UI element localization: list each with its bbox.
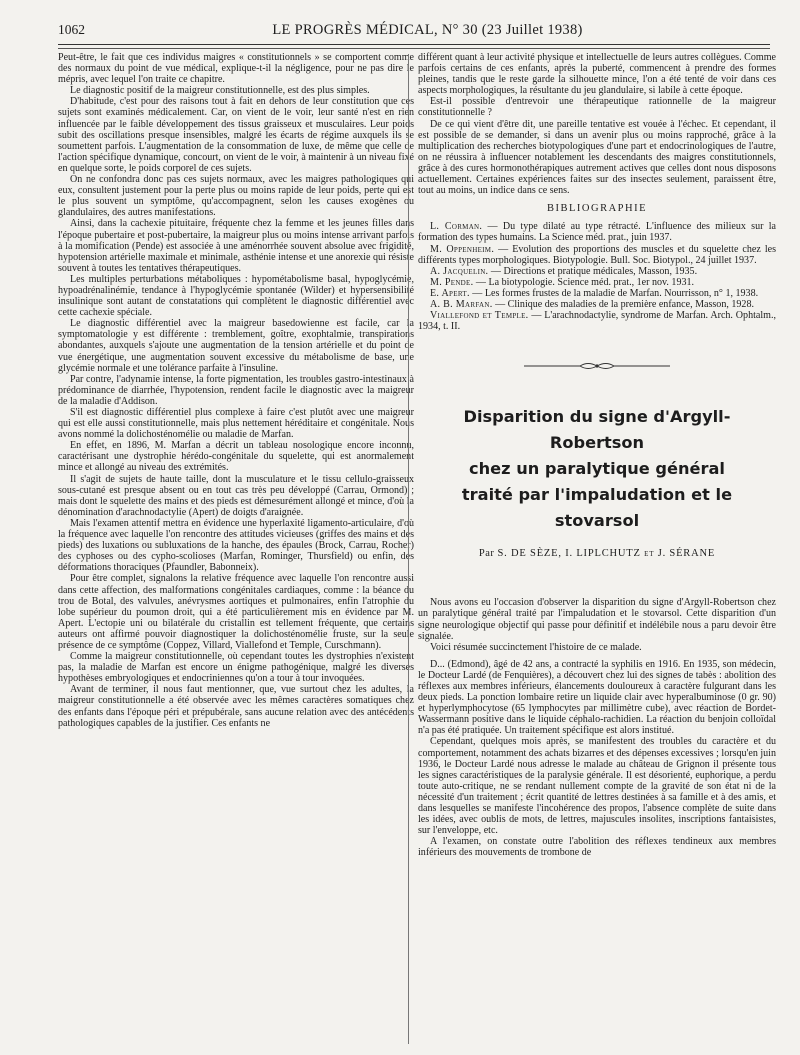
- paragraph: S'il est diagnostic différentiel plus complexe à faire c'est plutôt avec une maigreur qui est elle aussi constitutionnelle, mais plus nettement héréditaire et congénitale. Nous avons nommé la dolichosténomélie ou maladie de Marfan.: [58, 407, 414, 441]
- bibliography-heading: BIBLIOGRAPHIE: [547, 203, 647, 215]
- bib-text: — Clinique des maladies de la première enfance, Masson, 1928.: [492, 298, 754, 310]
- left-column: [58, 52, 414, 729]
- paragraph: Cependant, quelques mois après, se manifestent des troubles du caractère et du comportement, notamment des achats bizarres et des dépenses excessives ; lorsqu'en juin 1936, le Docteur Lardé nous adresse le malade au château de Grignon il présente tous les signes caractéristiques de la paralysie générale. Il est désorienté, euphorique, a perdu toute auto-critique, ne se rendant nullement compte de la gravité de son état ni de la nécessité d'un traitement ; écrit quantité de lettres destinées à sa famille et à des amis, et dans lesquelles se manifeste l'incohérence des propos, l'absence complète de suite dans les idées, avec oublis de mots, de lettres, majuscules insolites, inscriptions fantaisistes, sur l'enveloppe, etc.: [418, 736, 776, 837]
- bib-author: M. Pende.: [430, 276, 474, 288]
- paragraph: En effet, en 1896, M. Marfan a décrit un tableau nosologique encore inconnu, caractérisant une dystrophie hérédo-congénitale du squelette, qui est anormalement mince et allongé au niveau des extrémités.: [58, 440, 414, 474]
- page-number: 1062: [58, 22, 85, 37]
- paragraph: Ainsi, dans la cachexie pituitaire, fréquente chez la femme et les jeunes filles dans l'époque pubertaire et post-pubertaire, la maigreur plus ou moins intense arrivant parfois à la momification (Pende) est associée à une aménorrhée souvent absolue avec frigidité, hypotension artérielle maximale et minimale, asthénie intense et une anorexie qui résiste souvent à toutes les tentatives thérapeutiques.: [58, 218, 414, 274]
- paragraph: Le diagnostic positif de la maigreur constitutionnelle, est des plus simples.: [70, 85, 370, 97]
- paragraph: Avant de terminer, il nous faut mentionner, que, vue surtout chez les adultes, la maigreur constitutionnelle a été observée avec les mêmes caractères somatiques chez des enfants dans l'époque péri et prépubérale, sans aucune relation avec des antécédents pathologiques capables de la justifier. Ces enfants ne: [58, 684, 414, 729]
- article-title-line: traité par l'impaludation et le stovarsol: [461, 485, 733, 531]
- paragraph: D'habitude, c'est pour des raisons tout à fait en dehors de leur constitution que ces sujets sont examinés médicalement. Car, on vient de le voir, leur santé n'est en rien influencée par le faible développement des tissus graisseux et musculaires. Leur poids subit des oscillations presque insensibles, malgré les écarts de régime auxquels ils se soumettent parfois. L'augmentation de la consommation de luxe, de même que celle de l'action spécifique dynamique, concourt, on vient de le voir, à maintenir à un niveau fixé en quelque sorte, le poids corporel de ces sujets.: [58, 96, 414, 174]
- bib-text: — Du type dilaté au type rétracté. L'influence des milieux sur la formation des types humains. La Science méd. prat., juin 1937.: [418, 221, 776, 244]
- bib-author: M. Oppenheim.: [430, 243, 495, 255]
- paragraph: De ce qui vient d'être dit, une pareille tentative est vouée à l'échec. Et cependant, il est possible de se demander, si dans un avenir plus ou moins rapproché, grâce à la multiplication des recherches biotypologiques d'une part et endocrinologiques de l'autre, on ne réussira à influencer notablement les descendants des maigres constitutionnels, grâce à des cures hormonothérapiques autrement actives que celles dont nous disposons actuellement. Certaines expériences faites sur des insectes seulement, paraissent être, tout au moins, un indice dans ce sens.: [418, 118, 776, 197]
- paragraph: D... (Edmond), âgé de 42 ans, a contracté la syphilis en 1916. En 1935, son médecin, le Docteur Lardé (de Fenquières), a découvert chez lui des signes de tabès : abolition des réflexes aux membres inférieurs, élancements douloureux à caractère fulgurant dans les deux pieds. La ponction lombaire retire un liquide clair avec hyperalbuminose (0 gr. 90) et hyperlymphocytose (65 lymphocytes par millimètre cube), avec réaction de Bordet-Wassermann positive dans le liquide céphalo-rachidien. La réaction du benjoin colloïdal n'a pas été pratiquée. Un traitement spécifique est alors institué.: [418, 658, 776, 737]
- bib-author: A. B. Marfan.: [430, 298, 493, 310]
- journal-title: LE PROGRÈS MÉDICAL, N° 30 (23 Juillet 1938): [272, 22, 583, 38]
- article-title-line: Disparition du signe d'Argyll-Robertson: [463, 407, 731, 453]
- paragraph: Comme la maigreur constitutionnelle, où cependant toutes les dystrophies n'existent pas, la maladie de Marfan est encore un énigme pathogénique, malgré les diverses hypothèses embryologiques et endocriniennes qu'on a tour à tour invoquées.: [58, 651, 414, 685]
- bibliography-entry: [418, 266, 776, 277]
- bibliography-entry: [418, 221, 776, 243]
- paragraph: Est-il possible d'entrevoir une thérapeutique rationnelle de la maigreur constitutionnelle ?: [418, 96, 776, 119]
- column-divider: [408, 54, 409, 1044]
- right-column: [418, 52, 776, 859]
- bib-author: A. Jacquelin.: [430, 265, 489, 277]
- header-rule-thin: [58, 48, 770, 49]
- bib-text: — Les formes frustes de la maladie de Marfan. Nourrisson, n° 1, 1938.: [469, 287, 759, 299]
- paragraph: différent quant à leur activité physique et intellectuelle de leurs autres collègues. Comme parfois certains de ces enfants, après la puberté, commencent à prendre des formes pleines, tandis que le reste garde la silhouette mince, l'on a été tenté de voir dans ces aspects morphologiques, la résultante du jeu glandulaire, si labile à cette époque.: [418, 52, 776, 97]
- header-rule-thick: [58, 44, 770, 45]
- bibliography-entry: [418, 244, 776, 266]
- bib-text: — L'arachnodactylie, syndrome de Marfan. Arch. Ophtalm., 1934, t. II.: [418, 310, 776, 333]
- paragraph: Nous avons eu l'occasion d'observer la disparition du signe d'Argyll-Robertson chez un paralytique général traité par l'impaludation et le stovarsol. Cette disparition d'un signe neurologique objectif qui passe pour définitif et indélébile nous a paru devoir être signalée.: [418, 597, 776, 642]
- bib-text: — La biotypologie. Science méd. prat., 1er nov. 1931.: [473, 276, 695, 288]
- bib-author: E. Apert.: [430, 287, 470, 299]
- bib-text: — Evolution des proportions des muscles et du squelette chez les différents types morphologiques. Biotypologie. Bull. Soc. Biotypol., 24 juillet 1937.: [418, 243, 776, 266]
- running-header: [58, 22, 770, 42]
- paragraph: Les multiples perturbations métaboliques : hypométabolisme basal, hypoglycémie, hypoadrénalinémie, tendance à l'hypoglycémie spontanée (Wilder) et hypersensibilité insulinique sont autant de constatations qui complètent le diagnostic différentiel avec cette cachexie spéciale.: [58, 273, 414, 319]
- paragraph: Il s'agit de sujets de haute taille, dont la musculature et le tissu cellulo-graisseux sous-cutané est presque absent ou en tout cas très peu développé (Carrau, Ormond) ; mais dont le squelette des mains et des pieds est démesurément allongé et mince, d'où la dénomination d'arachnodactylie (Apert) de doigts d'araignée.: [58, 473, 414, 518]
- bibliography-entry: [418, 310, 776, 332]
- bibliography-entry: [418, 277, 776, 288]
- authors-prefix: Par: [478, 548, 495, 560]
- article-title-line: chez un paralytique général: [469, 459, 725, 479]
- paragraph: Peut-être, le fait que ces individus maigres « constitutionnels » se comportent comme des normaux du point de vue médical, explique-t-il la négligence, pour ne pas dire le mépris, avec lequel l'on traite ce chapitre.: [58, 52, 414, 86]
- paragraph: Le diagnostic différentiel avec la maigreur basedowienne est facile, car la symptomatologie y est différente : tremblement, goître, exophtalmie, transpirations abondantes, auxquels s'ajoute une augmentation de la tension artérielle et du point de vue énergétique, une augmentation souvent excessive du métabolisme de base, une glycémie normale et une tolérance parfaite à l'insuline.: [58, 318, 414, 374]
- article-authors: [418, 548, 776, 559]
- bibliography-entry: [418, 288, 776, 299]
- paragraph: Mais l'examen attentif mettra en évidence une hyperlaxité ligamento-articulaire, d'où la fréquence avec laquelle l'on rencontre des attitudes vicieuses (griffes des mains et des pieds) des luxations ou subluxations de la hanche, des épaules (Brock, Carrau, Rocher) des cyphoses ou des cypho-scolioses (Marfan, Rominger, Thursfield) ou enfin, des déformations thoraciques (Pfaundler, Babonneix).: [58, 517, 414, 574]
- bib-text: — Directions et pratique médicales, Masson, 1935.: [488, 265, 698, 277]
- paragraph: A l'examen, on constate outre l'abolition des réflexes tendineux aux membres inférieurs des mouvements de trombone de: [418, 836, 776, 859]
- article-title: [418, 404, 776, 534]
- bibliography-entry: [418, 299, 776, 310]
- paragraph: Pour être complet, signalons la relative fréquence avec laquelle l'on rencontre aussi dans cette affection, des malformations congénitales cardiaques, comme : la béance du trou de Botal, des valvules, anévrysmes aortiques et pulmonaires, enfin l'atrophie du lobe supérieur du poumon droit, qui a été particulièrement mis en évidence par M. Apert. L'ectopie uni ou bilatérale du cristallin est tellement fréquente, que certains auteurs ont affirmé pouvoir diagnostiquer la dolichosténomélie fruste, sur la seule présence de ce symptôme (Coppez, Villard, Viallefond et Temple, Curschmann).: [58, 573, 414, 651]
- paragraph: On ne confondra donc pas ces sujets normaux, avec les maigres pathologiques qui eux, consultent justement pour la perte plus ou moins rapide de leur poids, perte qui est le plus souvent un symptôme, qu'accompagnent, selon les causes exogènes ou glandulaires, des autres manifestations.: [58, 174, 414, 219]
- paragraph: Par contre, l'adynamie intense, la forte pigmentation, les troubles gastro-intestinaux à prédominance de diarrhée, l'hypotension, rendent facile le diagnostic avec la maigreur de la maladie d'Addison.: [58, 373, 414, 407]
- ornament-divider-icon: [522, 360, 672, 372]
- bib-author: Viallefond et Temple.: [430, 310, 529, 322]
- bib-author: L. Corman.: [430, 221, 483, 233]
- paragraph: Voici résumée succinctement l'histoire de ce malade.: [430, 641, 642, 653]
- author-names: S. DE SÈZE, I. LIPLCHUTZ et J. SÉRANE: [497, 548, 716, 560]
